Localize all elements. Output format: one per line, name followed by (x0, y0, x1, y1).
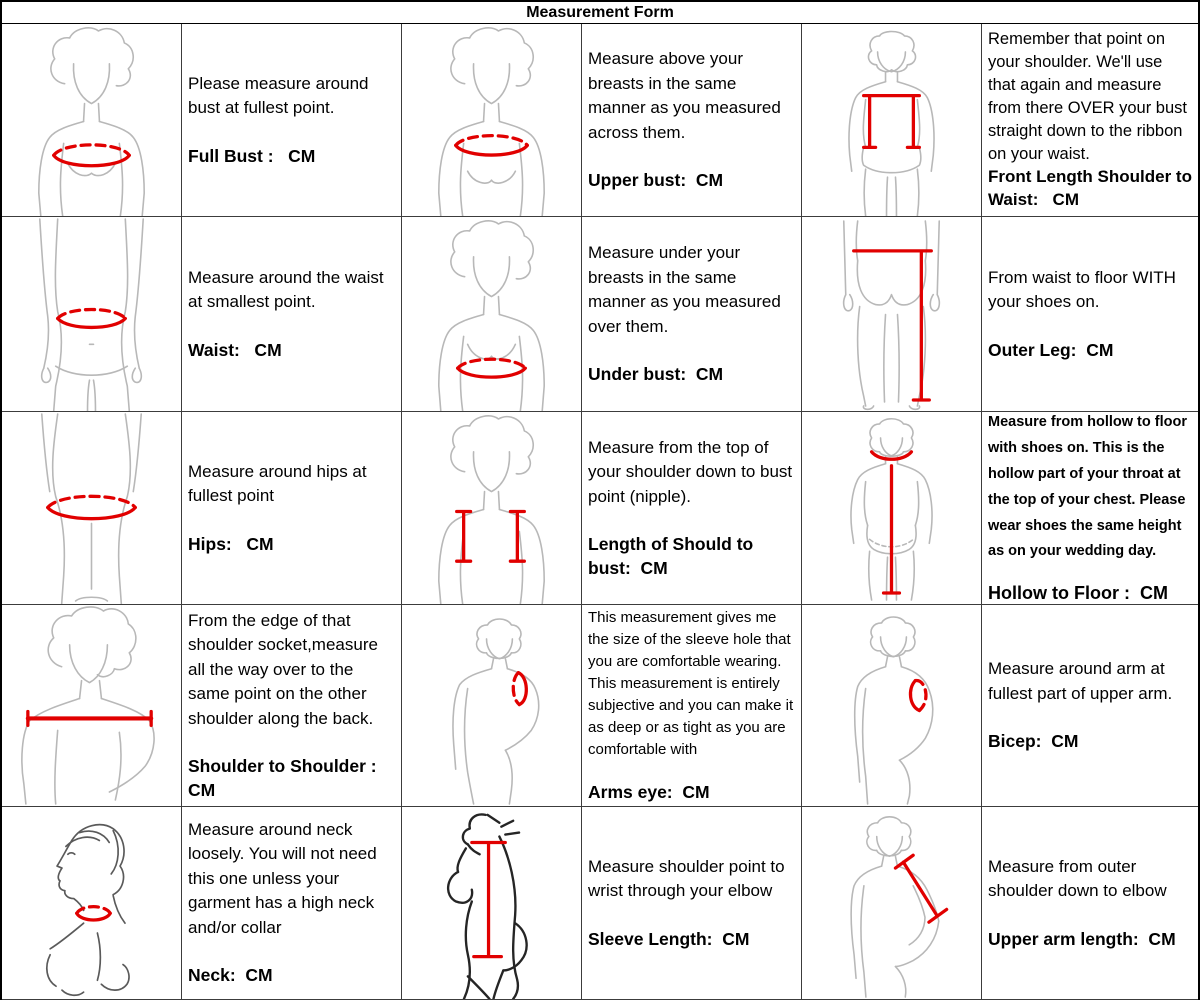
measurement-label: Full Bust : CM (188, 145, 316, 166)
neck-figure (2, 807, 182, 1000)
sleeve-length-figure-drawing (402, 807, 581, 999)
measurement-label: Neck: CM (188, 965, 273, 986)
measurement-label: Sleeve Length: CM (588, 928, 750, 949)
hips-figure-drawing (2, 412, 181, 604)
instruction-text: Measure around hips at fullest point (188, 461, 367, 506)
outer-leg-instructions (982, 217, 1198, 412)
measurement-label: Upper bust: CM (588, 170, 724, 191)
instruction-text: Measure around arm at fullest part of upper arm. (988, 659, 1173, 703)
waist-figure (2, 217, 182, 412)
measurement-label: Waist: CM (188, 339, 282, 360)
arms-eye-instructions (582, 605, 802, 807)
full-bust-figure (2, 24, 182, 217)
instruction-text: From waist to floor WITH your shoes on. (988, 267, 1176, 312)
instruction-text: Measure around the waist at smallest point. (188, 267, 384, 312)
hollow-to-floor-figure (802, 412, 982, 605)
upper-arm-length-instructions (982, 807, 1198, 1000)
waist-figure-drawing (2, 217, 181, 411)
measurement-label: Shoulder to Shoulder : CM (188, 756, 382, 800)
front-length-figure (802, 24, 982, 217)
instruction-text: From the edge of that shoulder socket,measure all the way over to the same point on the other shoulder along the back. (188, 610, 378, 728)
measurement-label: Under bust: CM (588, 364, 724, 385)
instruction-text: Measure around neck loosely. You will not need this one unless your garment has a high neck and/or collar (188, 820, 377, 937)
neck-figure-drawing (2, 807, 181, 999)
front-length-instructions (982, 24, 1198, 217)
under-bust-figure-drawing (402, 217, 581, 411)
measurement-label: Upper arm length: CM (988, 928, 1176, 949)
upper-arm-length-figure (802, 807, 982, 1000)
shoulder-to-shoulder-instructions (182, 605, 402, 807)
instruction-text: Measure above your breasts in the same manner as you measured across them. (588, 49, 781, 142)
bicep-figure-drawing (802, 605, 981, 806)
outer-leg-figure-drawing (802, 217, 981, 411)
sleeve-length-instructions (582, 807, 802, 1000)
upper-bust-figure (402, 24, 582, 217)
hips-instructions (182, 412, 402, 605)
neck-instructions (182, 807, 402, 1000)
upper-bust-instructions (582, 24, 802, 217)
instruction-text: Measure under your breasts in the same manner as you measured over them. (588, 243, 781, 336)
hollow-to-floor-figure-drawing (802, 412, 981, 604)
measurement-label: Length of Should to bust: CM (588, 534, 759, 578)
hips-figure (2, 412, 182, 605)
instruction-text: This measurement gives me the size of the sleeve hole that you are comfortable wearing. This measurement is entirely subjective and you can make it as deep or as tight as you are comfortable with (588, 608, 794, 758)
instruction-text: Measure from the top of your shoulder down to bust point (nipple). (588, 437, 793, 506)
under-bust-instructions (582, 217, 802, 412)
arms-eye-figure (402, 605, 582, 807)
measurement-label: Front Length Shoulder to Waist: CM (988, 167, 1197, 210)
hollow-to-floor-instructions (982, 412, 1198, 605)
full-bust-instructions (182, 24, 402, 217)
bicep-figure (802, 605, 982, 807)
shoulder-to-bust-figure (402, 412, 582, 605)
sleeve-length-figure (402, 807, 582, 1000)
measurement-label: Arms eye: CM (588, 781, 710, 802)
page-title: Measurement Form (2, 2, 1198, 24)
arms-eye-figure-drawing (402, 605, 581, 806)
bicep-instructions (982, 605, 1198, 807)
instruction-text: Measure from hollow to floor with shoes on. This is the hollow part of your throat at the top of your chest. Please wear shoes the same height as on your wedding day. (988, 414, 1187, 560)
shoulder-to-shoulder-figure-drawing (2, 605, 181, 806)
instruction-text: Please measure around bust at fullest point. (188, 73, 369, 118)
shoulder-to-bust-figure-drawing (402, 412, 581, 604)
measurement-label: Bicep: CM (988, 731, 1079, 752)
full-bust-figure-drawing (2, 24, 181, 216)
measurement-grid (2, 24, 1198, 1000)
front-length-figure-drawing (802, 24, 981, 216)
outer-leg-figure (802, 217, 982, 412)
upper-arm-length-figure-drawing (802, 807, 981, 999)
measurement-label: Outer Leg: CM (988, 339, 1114, 360)
measurement-label: Hollow to Floor : CM (988, 583, 1168, 604)
measurement-label: Hips: CM (188, 533, 274, 554)
waist-instructions (182, 217, 402, 412)
shoulder-to-bust-instructions (582, 412, 802, 605)
instruction-text: Measure from outer shoulder down to elbow (988, 856, 1167, 901)
under-bust-figure (402, 217, 582, 412)
instruction-text: Measure shoulder point to wrist through your elbow (588, 856, 785, 901)
shoulder-to-shoulder-figure (2, 605, 182, 807)
instruction-text: Remember that point on your shoulder. We'll use that again and measure from there OVER your bust straight down to the ribbon on your waist. (988, 29, 1187, 164)
upper-bust-figure-drawing (402, 24, 581, 216)
